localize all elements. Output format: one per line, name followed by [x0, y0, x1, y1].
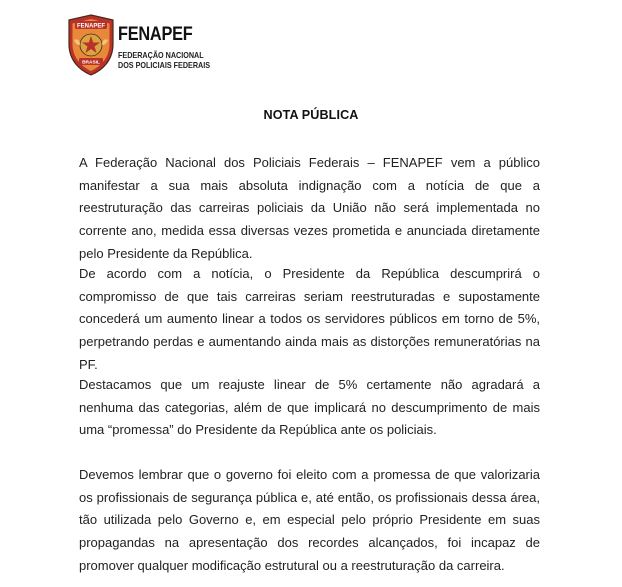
paragraph-1: A Federação Nacional dos Policiais Federais – FENAPEF vem a público manifestar a sua mais absoluta indignação com a notícia de que a reestruturação das carreiras policiais da União não será implementada no corrente ano, medida essa diversas vezes prometida e anunciada diretamente pelo Presidente da República.	[79, 155, 540, 261]
org-fullname	[118, 50, 210, 70]
seal-top-text: FENAPEF	[76, 23, 106, 30]
page-title: NOTA PÚBLICA	[263, 108, 359, 122]
org-fullname-line2: DOS POLICIAIS FEDERAIS	[118, 60, 211, 70]
org-fullname-line1: FEDERAÇÃO NACIONAL	[118, 50, 204, 60]
org-name: FENAPEF	[118, 24, 193, 45]
paragraph-2: De acordo com a notícia, o Presidente da República descumprirá o compromisso de que tais carreiras seriam reestruturadas e supostamente concederá um aumento linear a todos os servidores públicos em torno de 5%, perpetrando perdas e aumentando ainda mais as distorções remuneratórias na PF.	[79, 266, 540, 372]
fenapef-seal-icon	[66, 14, 116, 76]
paragraph-4: Devemos lembrar que o governo foi eleito com a promessa de que valorizaria os profissionais de segurança pública e, até então, os profissionais dessa área, tão utilizada pelo Governo e, em especial pelo próprio Presidente em suas propagandas na apresentação dos recordes alcançados, foi incapaz de promover qualquer modificação estrutural ou a reestruturação da carreira.	[79, 467, 540, 573]
fenapef-logo	[66, 14, 211, 78]
paragraph-3: Destacamos que um reajuste linear de 5% certamente não agradará a nenhuma das categorias, além de que implicará no descumprimento de mais uma “promessa” do Presidente da República ante os policiais.	[79, 377, 540, 438]
seal-bottom-text: BRASIL	[82, 60, 100, 66]
